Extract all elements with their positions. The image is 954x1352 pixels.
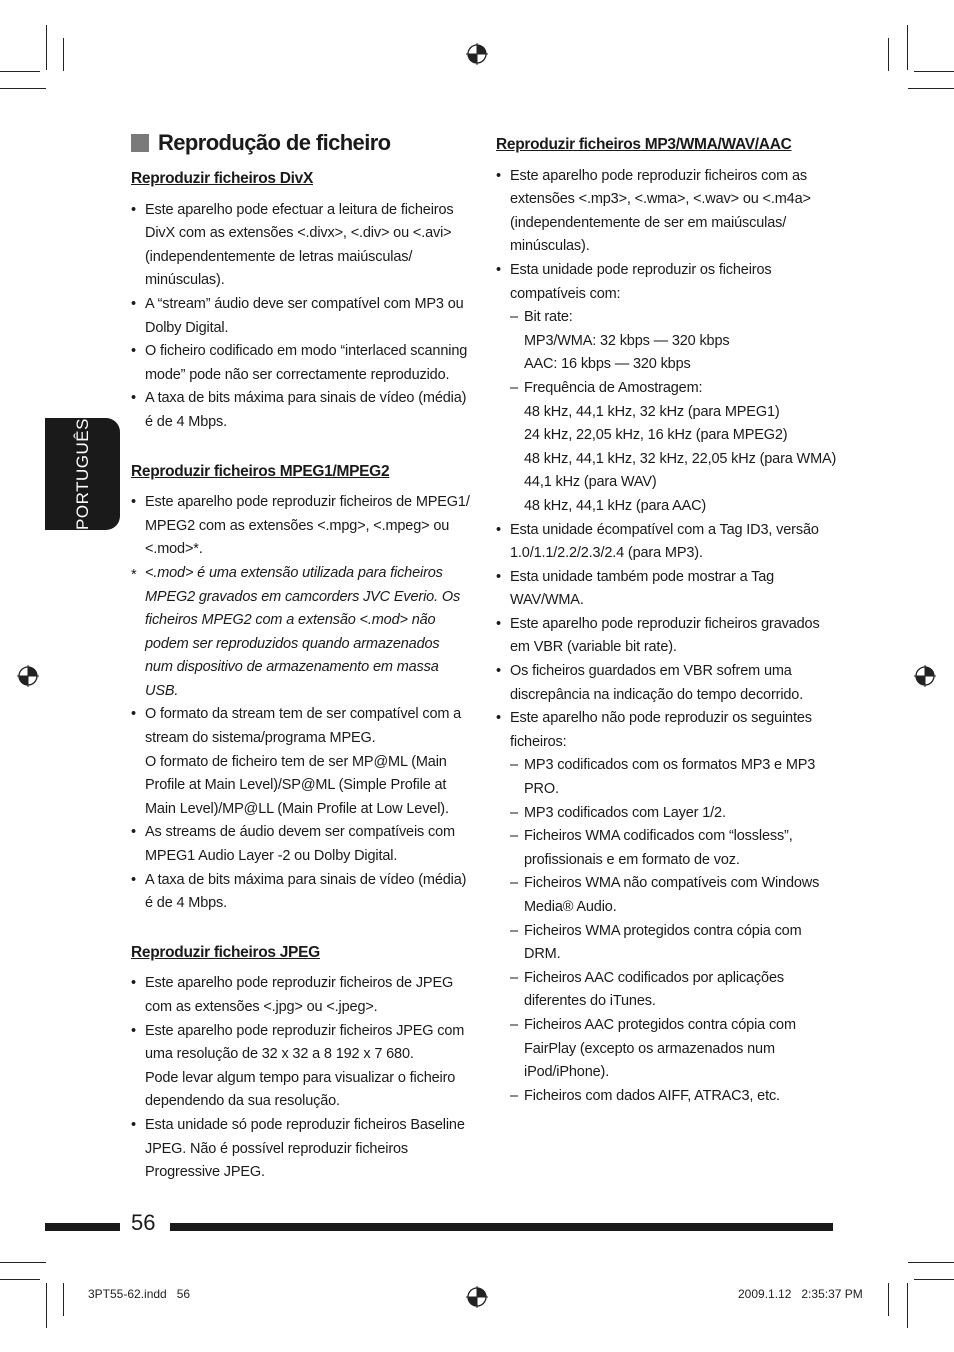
sub-item: – Ficheiros WMA não compatíveis com Windows Media® Audio. [496,872,838,919]
list-item: • Esta unidade écompatível com a Tag ID3, versão 1.0/1.1/2.2/2.3/2.4 (para MP3). [496,519,838,566]
section-heading-jpeg: Reproduzir ficheiros JPEG [131,943,320,961]
left-column [131,167,471,1185]
crop-mark [63,38,64,71]
crop-mark [63,1283,64,1316]
detail-line: AAC: 16 kbps — 320 kbps [524,356,691,373]
list-item: • Esta unidade também pode mostrar a Tag WAV/WMA. [496,566,838,613]
list-item-continuation: Pode levar algum tempo para visualizar o ficheiro dependendo da sua resolução. [145,1069,456,1110]
detail-line: MP3/WMA: 32 kbps — 320 kbps [524,332,730,349]
registration-mark-icon [914,665,936,687]
crop-mark [907,25,908,70]
detail-line: 24 kHz, 22,05 kHz, 16 kHz (para MPEG2) [524,427,788,444]
crop-mark [914,1279,954,1280]
list-item-continuation: O formato de ficheiro tem de ser MP@ML (Main Profile at Main Level)/SP@ML (Simple Profile at Main Level)/MP@LL (Main Profile at Low Level). [145,753,449,817]
sub-item: – Ficheiros WMA protegidos contra cópia com DRM. [496,920,838,967]
detail-line: 48 kHz, 44,1 kHz, 32 kHz (para MPEG1) [524,403,780,420]
crop-mark [888,38,889,71]
section-heading-divx: Reproduzir ficheiros DivX [131,170,313,187]
list-item: • A “stream” áudio deve ser compatível com MP3 ou Dolby Digital. [131,293,471,340]
crop-mark [0,71,40,72]
footnote: * <.mod> é uma extensão utilizada para ficheiros MPEG2 gravados em camcorders JVC Everio. Os ficheiros MPEG2 com a extensão <.mod> não podem ser reproduzidos quando armazenados num dispositivo de armazenamento em massa USB. [131,562,471,704]
language-tab [45,418,120,530]
divx-list [131,199,471,435]
jpeg-list [131,972,471,1184]
list-item: • Esta unidade pode reproduzir os ficheiros compatíveis com: [496,259,838,306]
footer-bar-left [45,1223,120,1231]
crop-mark [908,88,954,89]
list-item: • Este aparelho pode efectuar a leitura de ficheiros DivX com as extensões <.divx>, <.div> ou <.avi> (independentemente de letras maiúsculas/ minúsculas). [131,199,471,293]
list-item: • Este aparelho não pode reproduzir os seguintes ficheiros: [496,707,838,754]
list-item: • Este aparelho pode reproduzir ficheiros JPEG com uma resolução de 32 x 32 a 8 192 x 7 680. [131,1020,471,1067]
registration-mark-icon [466,1286,488,1308]
title-square-icon [131,134,149,152]
list-item: • Os ficheiros guardados em VBR sofrem uma discrepância na indicação do tempo decorrido. [496,660,838,707]
list-item: • Este aparelho pode reproduzir ficheiros de JPEG com as extensões <.jpg> ou <.jpeg>. [131,972,471,1019]
right-column [496,133,838,1108]
page-title-text: Reprodução de ficheiro [158,130,391,155]
crop-mark [888,1283,889,1316]
list-item: • Esta unidade só pode reproduzir ficheiros Baseline JPEG. Não é possível reproduzir ficheiros Progressive JPEG. [131,1114,471,1185]
list-item: • A taxa de bits máxima para sinais de vídeo (média) é de 4 Mbps. [131,869,471,916]
sub-item: – MP3 codificados com os formatos MP3 e MP3 PRO. [496,754,838,801]
page-number: 56 [131,1210,156,1235]
footer-bar-right [170,1223,833,1231]
sub-item: – Frequência de Amostragem: [496,377,838,401]
page-title [131,130,391,156]
list-item: • O ficheiro codificado em modo “interlaced scanning mode” pode não ser correctamente reproduzido. [131,340,471,387]
sub-item: – Ficheiros AAC protegidos contra cópia com FairPlay (excepto os armazenados num iPod/iPhone). [496,1014,838,1085]
footer-timestamp: 2009.1.12 2:35:37 PM [738,1287,863,1301]
sub-item: – Ficheiros com dados AIFF, ATRAC3, etc. [496,1085,838,1109]
crop-mark [908,1262,954,1263]
list-item: • Este aparelho pode reproduzir ficheiros de MPEG1/ MPEG2 com as extensões <.mpg>, <.mpeg> ou <.mod>*. [131,491,471,562]
crop-mark [46,25,47,70]
crop-mark [907,1283,908,1328]
sub-item: – Bit rate: [496,306,838,330]
sub-item: – MP3 codificados com Layer 1/2. [496,802,838,826]
sub-item: – Ficheiros AAC codificados por aplicações diferentes do iTunes. [496,967,838,1014]
footer-file-info: 3PT55-62.indd 56 [88,1287,191,1301]
audio-list [496,165,838,1109]
list-item: • As streams de áudio devem ser compatíveis com MPEG1 Audio Layer -2 ou Dolby Digital. [131,821,471,868]
crop-mark [914,71,954,72]
list-item: • Este aparelho pode reproduzir ficheiros gravados em VBR (variable bit rate). [496,613,838,660]
list-item: • A taxa de bits máxima para sinais de vídeo (média) é de 4 Mbps. [131,387,471,434]
section-heading-mpeg: Reproduzir ficheiros MPEG1/MPEG2 [131,462,390,480]
section-heading-audio: Reproduzir ficheiros MP3/WMA/WAV/AAC [496,136,792,153]
registration-mark-icon [466,43,488,65]
detail-line: 48 kHz, 44,1 kHz, 32 kHz, 22,05 kHz (para WMA) [524,450,837,467]
crop-mark [0,88,46,89]
language-tab-label: PORTUGUÊS [72,418,92,530]
crop-mark [46,1283,47,1328]
crop-mark [0,1279,40,1280]
detail-line: 48 kHz, 44,1 kHz (para AAC) [524,497,707,514]
sub-item: – Ficheiros WMA codificados com “lossless”, profissionais e em formato de voz. [496,825,838,872]
list-item: • O formato da stream tem de ser compatível com a stream do sistema/programa MPEG. [131,703,471,750]
crop-mark [0,1262,46,1263]
mpeg-list [131,491,471,916]
detail-line: 44,1 kHz (para WAV) [524,474,657,491]
list-item: • Este aparelho pode reproduzir ficheiros com as extensões <.mp3>, <.wma>, <.wav> ou <.m4a> (independentemente de ser em maiúsculas/ minúsculas). [496,165,838,259]
registration-mark-icon [17,665,39,687]
